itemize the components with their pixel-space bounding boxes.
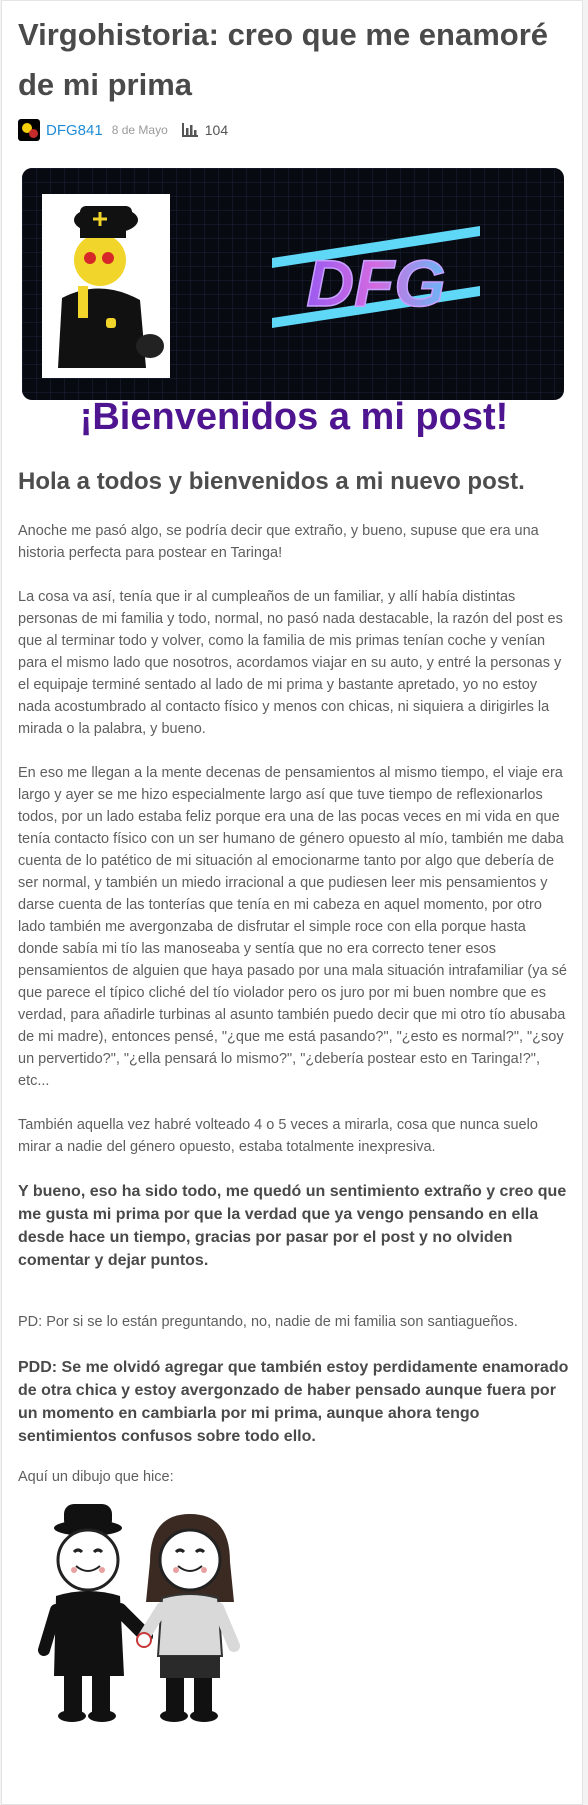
right-character [137,1514,234,1722]
left-character [44,1504,146,1722]
paragraph: La cosa va así, tenía que ir al cumpleaños de un familiar, y allí había distintas personas de mi familia y todo, normal, no pasó nada destacable, la razón del post es que al terminar todo y volver, como la familia de mis primas tenían coche y venían para el mismo lado que nosotros, acordamos viajar en su auto, y entré la personas y el equipaje terminé sentado al lado de mi prima y bastante apretado, yo no estoy nada acostumbrado al contacto físico y menos con chicas, ni siquiera a dirigirles la mirada o la palabra, y bueno. [18,589,563,737]
paragraph: También aquella vez habré volteado 4 o 5 veces a mirarla, cosa que nunca suelo mirar a nadie del género opuesto, estaba totalmente inexpresiva. [18,1117,538,1155]
author-link[interactable]: DFG841 [46,121,103,139]
bar-chart-icon [182,123,198,137]
paragraph-drawing-intro: Aquí un dibujo que hice: [18,1469,174,1485]
post-title: Virgohistoria: creo que me enamoré de mi prima [18,17,549,102]
avatar-icon[interactable] [18,119,40,141]
paragraph-pd: PD: Por si se lo están preguntando, no, nadie de mi familia son santiagueños. [18,1314,518,1330]
post-date: 8 de Mayo [111,123,168,137]
paragraph: En eso me llegan a la mente decenas de pensamientos al mismo tiempo, el viaje era largo y ayer se me hizo especialmente largo así que tuve tiempo de reflexionarlos todos, por un lado estaba feliz porque era una de las pocas veces en mi vida en que tenía contacto físico con un ser humano de género opuesto al mío, también me daba cuenta de lo patético de mi situación al emocionarme tanto por algo que debería de ser normal, y también un miedo irracional a que pudiesen leer mis pensamientos y darse cuenta de las tonterías que tenía en mi cabeza en aquel momento, por otro lado también me avergonzaba de disfrutar el simple roce con ella porque hasta donde sabía mi tío las manoseaba y sentía que no era correcto tener esos pensamientos de alguien que haya pasado por una mala situación intrafamiliar (ya sé que parece el típico cliché del tío violador pero os juro por mi buen nombre que es verdad, para añadirle turbinas al asunto también puedo decir que mi otro tío abusaba de mi madre), entonces pensé, "¿que me está pasando?", "¿esto es normal?", "¿soy un pervertido?", "¿ella pensará lo mismo?", "¿debería postear esto en Taringa!?", etc... [18,765,567,1089]
paragraph-pdd: PDD: Se me olvidó agregar que también estoy perdidamente enamorado de otra chica y estoy avergonzado de haber pensado aunque fuera por un momento en cambiarla por mi prima, aunque ahora tengo sentimientos confusos sobre todo ello. [18,1359,569,1445]
post-meta [18,117,228,143]
post-heading: Hola a todos y bienvenidos a mi nuevo post. [18,468,525,495]
paragraph: Anoche me pasó algo, se podría decir que extraño, y bueno, supuse que era una historia perfecta para postear en Taringa! [18,523,539,561]
svg-text:DFG: DFG [306,246,446,320]
paragraph-bold: Y bueno, eso ha sido todo, me quedó un sentimiento extraño y creo que me gusta mi prima por que la verdad que ya vengo pensando en ella desde hace un tiempo, gracias por pasar por el post y no olviden comentar y dejar puntos. [18,1183,567,1269]
banner-image [22,168,564,400]
banner-caption: ¡Bienvenidos a mi post! [79,396,509,438]
drawing-image [38,1500,288,1740]
view-count: 104 [204,122,229,138]
